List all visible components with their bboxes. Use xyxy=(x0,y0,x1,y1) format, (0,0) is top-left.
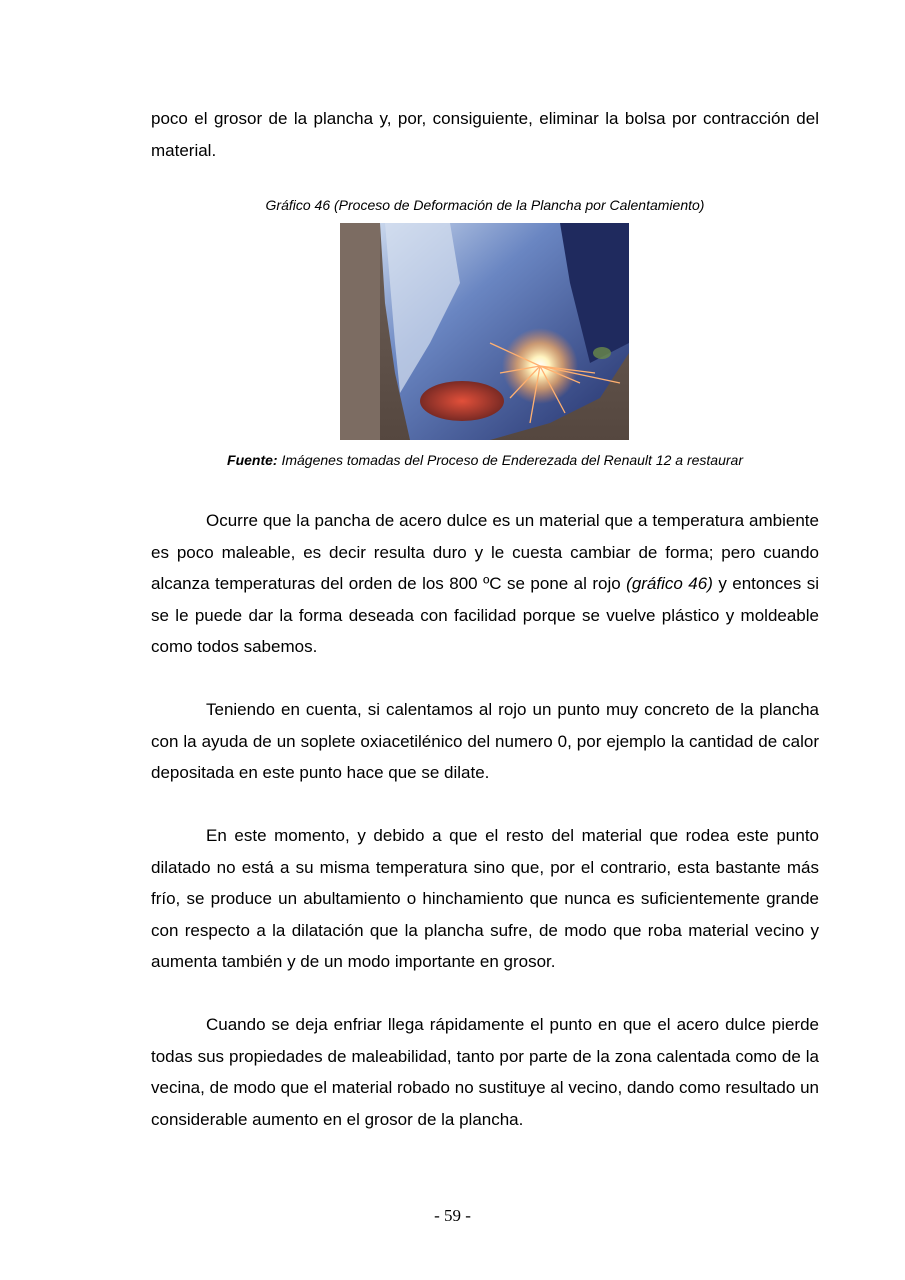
welding-photo xyxy=(340,223,629,440)
figure-source xyxy=(151,452,819,468)
paragraph-2: Teniendo en cuenta, si calentamos al rojo un punto muy concreto de la plancha con la ayuda de un soplete oxiacetilénico del numero 0, por ejemplo la cantidad de calor depositada en este punto hace que se dilate. xyxy=(151,700,819,782)
figure-reference: (gráfico 46) xyxy=(626,574,713,593)
figure-caption: Gráfico 46 (Proceso de Deformación de la Plancha por Calentamiento) xyxy=(265,197,705,213)
paragraph-3: En este momento, y debido a que el resto del material que rodea este punto dilatado no está a su misma temperatura sino que, por el contrario, esta bastante más frío, se produce un abultamiento o hinchamiento que nunca es suficientemente grande con respecto a la dilatación que la plancha sufre, de modo que roba material vecino y aumenta también y de un modo importante en grosor. xyxy=(151,826,819,971)
paragraph-1-text-b: y entonces si se le puede dar la forma deseada con facilidad porque se vuelve plástico y moldeable como todos sabemos. xyxy=(151,574,819,656)
source-label: Fuente: xyxy=(227,452,278,468)
paragraph-4: Cuando se deja enfriar llega rápidamente el punto en que el acero dulce pierde todas sus propiedades de maleabilidad, tanto por parte de la zona calentada como de la vecina, de modo que el material robado no sustituye al vecino, dando como resultado un considerable aumento en el grosor de la plancha. xyxy=(151,1015,819,1129)
paragraph-1-text-a: Ocurre que la pancha de acero dulce es un material que a temperatura ambiente es poco maleable, es decir resulta duro y le cuesta cambiar de forma; pero cuando alcanza temperaturas del orden de los 800 ºC se pone al rojo xyxy=(151,511,819,593)
source-text: Imágenes tomadas del Proceso de Enderezada del Renault 12 a restaurar xyxy=(277,452,743,468)
page-number: - 59 - xyxy=(434,1206,471,1225)
intro-paragraph: poco el grosor de la plancha y, por, consiguiente, eliminar la bolsa por contracción del material. xyxy=(151,109,819,160)
paragraph-1 xyxy=(151,505,819,663)
